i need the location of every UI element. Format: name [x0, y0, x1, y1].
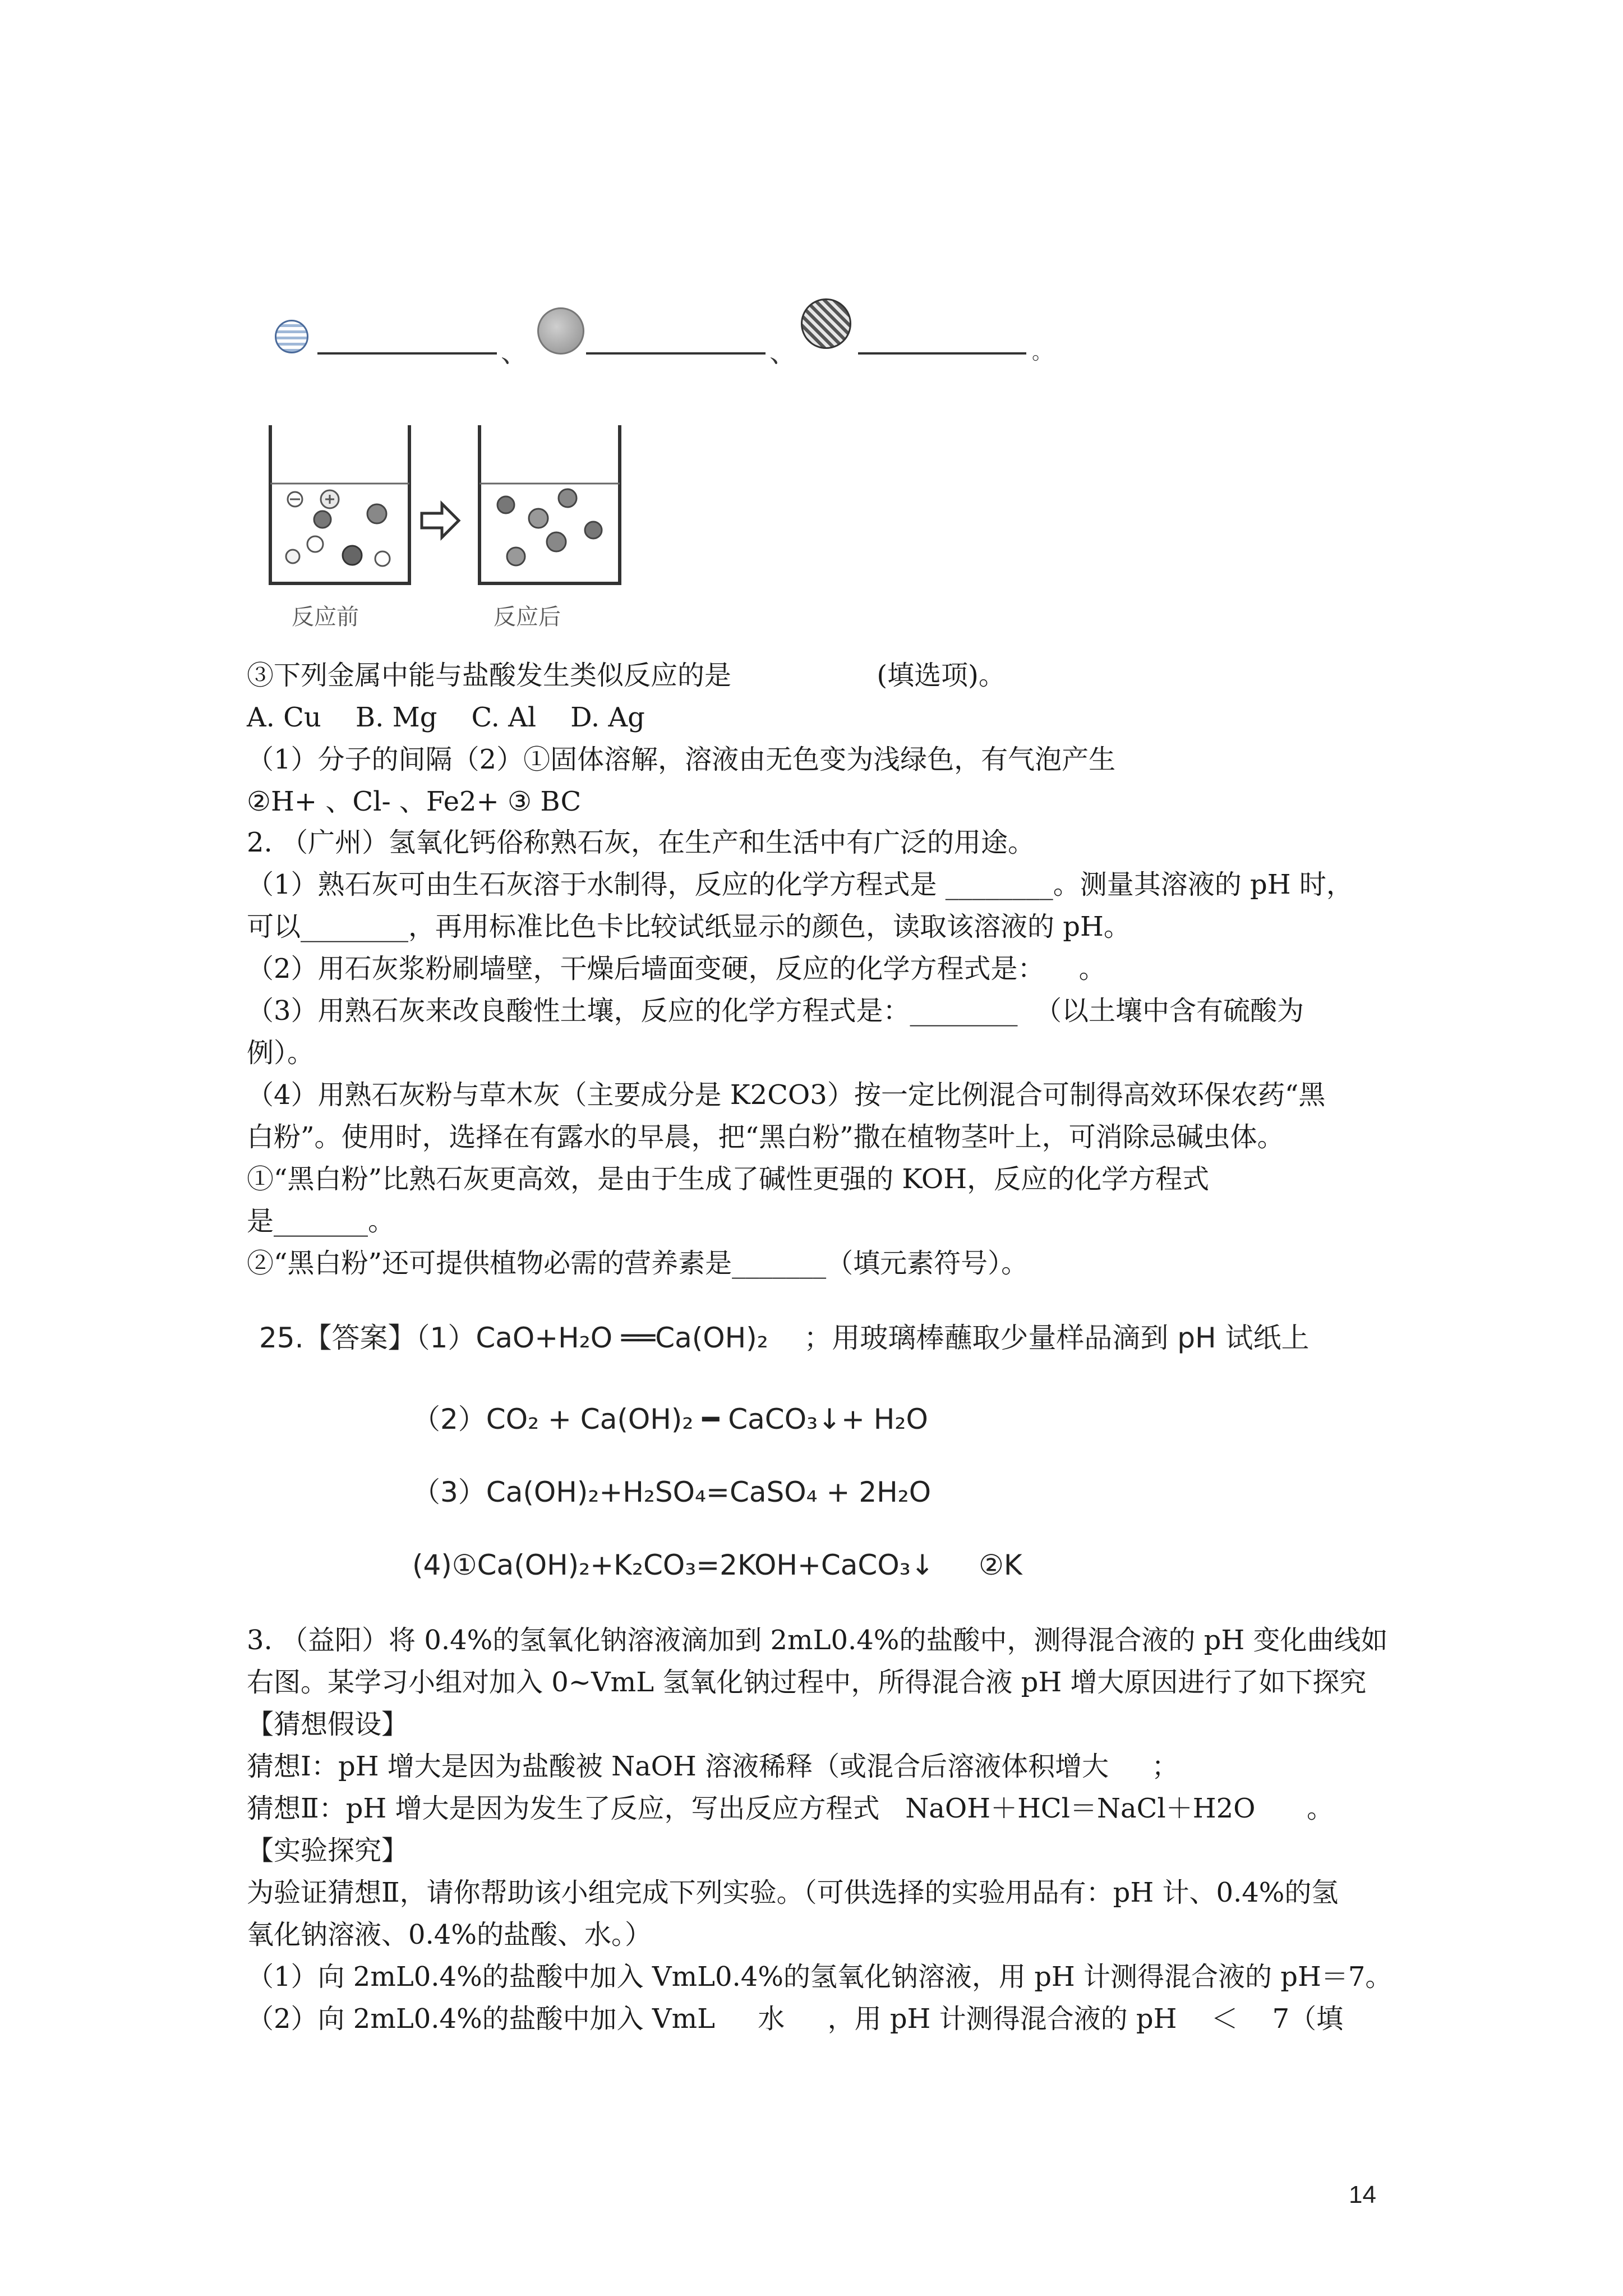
beaker-after-label: 反应后: [494, 604, 561, 630]
q1-subquestion-3: ③下列金属中能与盐酸发生类似反应的是 (填选项)。: [247, 660, 1006, 691]
q3-heading-hypothesis: 【猜想假设】: [247, 1709, 409, 1740]
q3-line: （2）向 2mL0.4%的盐酸中加入 VmL 水 ，用 pH 计测得混合液的 pH ＜ 7（填: [247, 2003, 1344, 2035]
q2-line: 是_______。: [247, 1205, 395, 1237]
answer-blank: [317, 352, 497, 355]
beaker-before-label: 反应前: [292, 604, 359, 630]
q1-options: A. Cu B. Mg C. Al D. Ag: [247, 702, 645, 733]
chloride-ion-symbol-icon: [537, 307, 584, 355]
q2-line: 例）。: [247, 1037, 315, 1069]
q3-heading-experiment: 【实验探究】: [247, 1835, 409, 1866]
q3-line: 氧化钠溶液、0.4%的盐酸、水。）: [247, 1919, 652, 1950]
q2-line: 白粉”。使用时，选择在有露水的早晨，把“黑白粉”撒在植物茎叶上，可消除忌碱虫体。: [247, 1121, 1284, 1153]
separator: 。: [1032, 341, 1053, 364]
q3-line: 右图。某学习小组对加入 0~VmL 氢氧化钠过程中，所得混合液 pH 增大原因进行了如下探究: [247, 1667, 1367, 1698]
answer-25-line-4: (4)①Ca(OH)₂+K₂CO₃=2KOH+CaCO₃↓ ②K: [412, 1549, 1022, 1581]
q2-line: （3）用熟石灰来改良酸性土壤，反应的化学方程式是：________ （以土壤中含有硫酸为: [247, 995, 1304, 1027]
answer-25-line-2: （2）CO₂ + Ca(OH)₂ ━ CaCO₃↓+ H₂O: [412, 1403, 928, 1435]
q2-line: 2. （广州）氢氧化钙俗称熟石灰，在生产和生活中有广泛的用途。: [247, 827, 1035, 858]
answer-blank: [858, 352, 1026, 355]
answer-25-line-1: 25.【答案】（1）CaO+H₂O ══Ca(OH)₂ ；用玻璃棒蘸取少量样品滴到 pH 试纸上: [259, 1322, 1310, 1354]
beaker-reaction-diagram: [264, 415, 645, 634]
q3-line: 3. （益阳）将 0.4%的氢氧化钠溶液滴加到 2mL0.4%的盐酸中，测得混合液的 pH 变化曲线如: [247, 1625, 1388, 1656]
q1-answer-line-2: ②H+ 、Cl- 、Fe2+ ③ BC: [247, 786, 582, 817]
answer-25-line-3: （3）Ca(OH)₂+H₂SO₄=CaSO₄ + 2H₂O: [412, 1476, 932, 1508]
q2-line: ②“黑白粉”还可提供植物必需的营养素是_______（填元素符号）。: [247, 1248, 1029, 1279]
page-number: 14: [1349, 2181, 1376, 2208]
q2-line: 可以________，再用标准比色卡比较试纸显示的颜色，读取该溶液的 pH。: [247, 911, 1131, 942]
q2-line: ①“黑白粉”比熟石灰更高效，是由于生成了碱性更强的 KOH，反应的化学方程式: [247, 1163, 1210, 1195]
ferrous-ion-symbol-icon: [801, 298, 851, 349]
beaker-after-ions: [497, 489, 602, 565]
beaker-before-ions: [286, 490, 390, 566]
hydrogen-ion-symbol-icon: [275, 320, 308, 353]
q2-line: （2）用石灰浆粉刷墙壁，干燥后墙面变硬，反应的化学方程式是： 。: [247, 953, 1106, 984]
q3-line: 猜想Ⅱ：pH 增大是因为发生了反应，写出反应方程式 NaOH＋HCl＝NaCl＋H2O 。: [247, 1793, 1334, 1824]
q1-answer-line-1: （1）分子的间隔（2）①固体溶解，溶液由无色变为浅绿色，有气泡产生: [247, 744, 1116, 775]
answer-blank: [586, 352, 766, 355]
q3-line: （1）向 2mL0.4%的盐酸中加入 VmL0.4%的氢氧化钠溶液，用 pH 计测得混合液的 pH＝7。: [247, 1961, 1393, 1993]
q3-line: 为验证猜想Ⅱ，请你帮助该小组完成下列实验。（可供选择的实验用品有：pH 计、0.4%的氢: [247, 1877, 1339, 1908]
q2-line: （4）用熟石灰粉与草木灰（主要成分是 K2CO3）按一定比例混合可制得高效环保农药“黑: [247, 1079, 1326, 1111]
reaction-arrow-icon: [422, 504, 459, 537]
separator: 、: [501, 337, 528, 369]
separator: 、: [769, 337, 797, 369]
q3-line: 猜想Ⅰ：pH 增大是因为盐酸被 NaOH 溶液稀释（或混合后溶液体积增大 ；: [247, 1751, 1179, 1782]
q2-line: （1）熟石灰可由生石灰溶于水制得，反应的化学方程式是 ________。测量其溶液的 pH 时，: [247, 869, 1353, 900]
